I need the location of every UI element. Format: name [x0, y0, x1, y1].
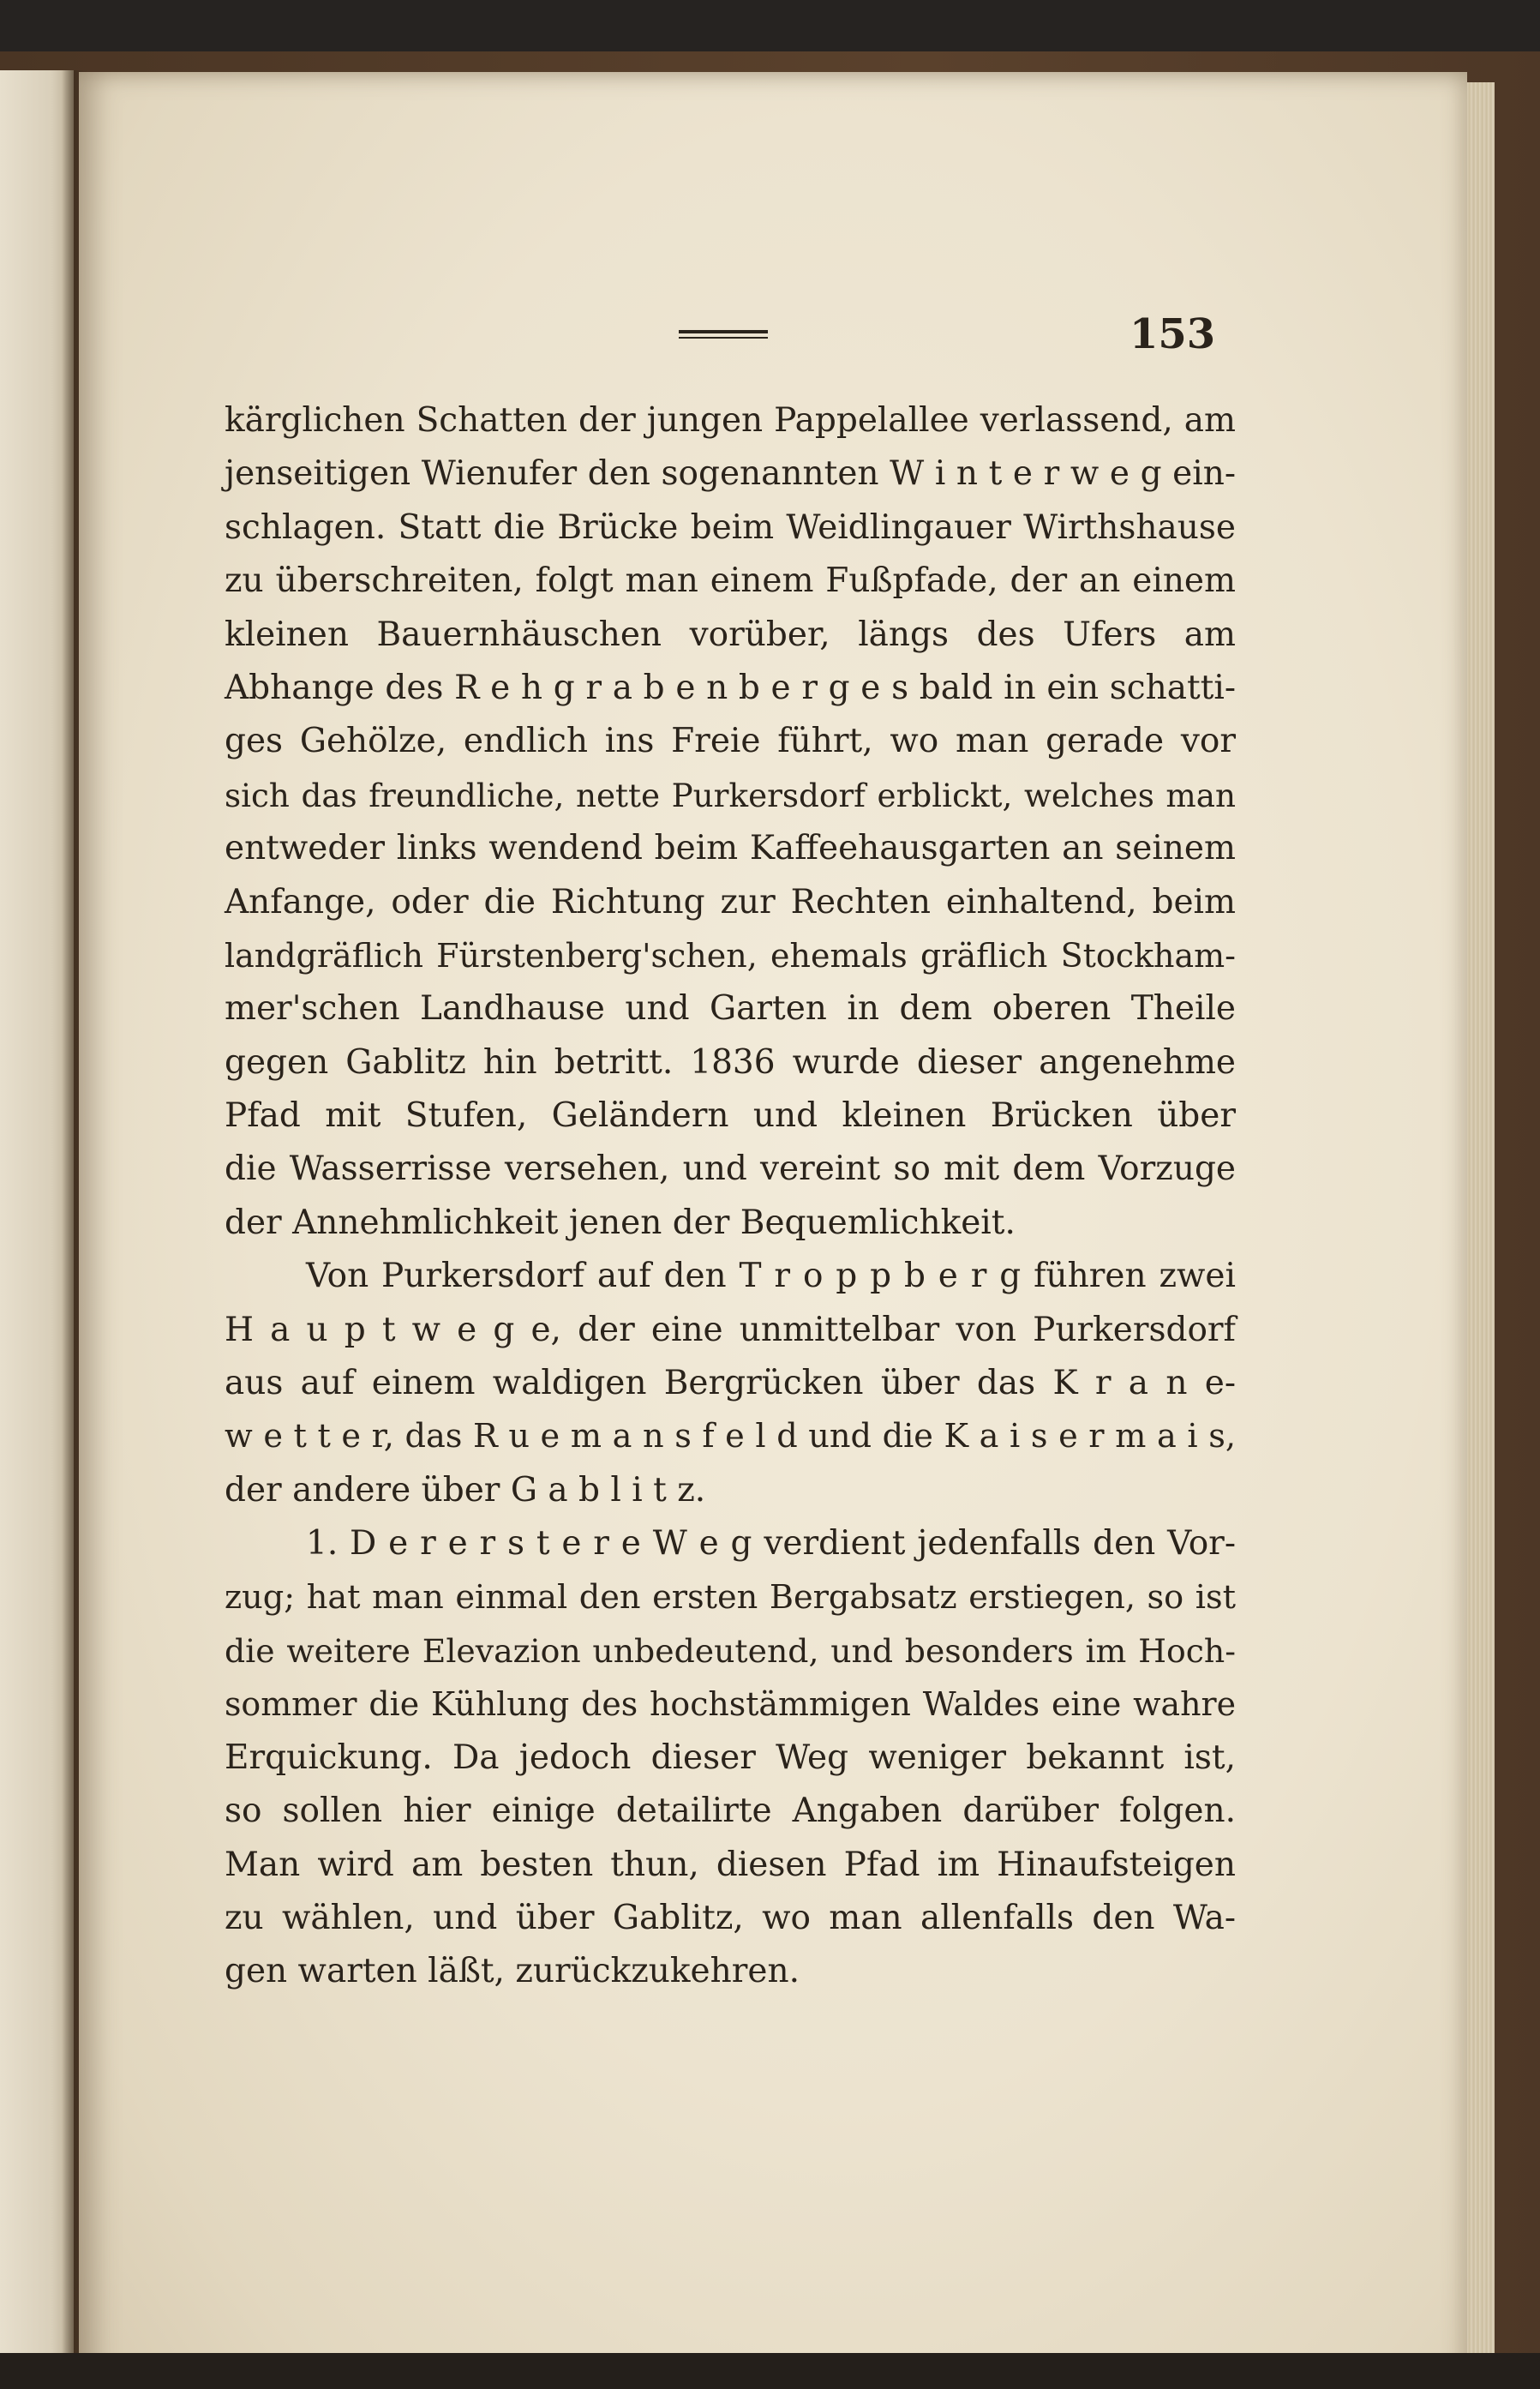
text-line: ges Gehölze, endlich ins Freie führt, wo man gerade vor [225, 722, 1236, 761]
text-line: kleinen Bauernhäuschen vorüber, längs des Ufers am [225, 615, 1236, 654]
text-line: Anfange, oder die Richtung zur Rechten einhaltend, beim [225, 882, 1236, 921]
text-line: kärglichen Schatten der jungen Pappelallee verlassend, am [225, 401, 1236, 440]
header-rule [679, 330, 768, 339]
text-line: jenseitigen Wienufer den sogenannten W i n t e r w e g ein- [225, 454, 1236, 494]
text-line: sich das freundliche, nette Purkersdorf erblickt, welches man [225, 776, 1236, 814]
text-line: landgräflich Fürstenberg'schen, ehemals gräflich Stockham- [225, 936, 1236, 975]
page-number: 153 [1130, 310, 1216, 358]
text-line: mer'schen Landhause und Garten in dem oberen Theile [225, 989, 1236, 1029]
text-line: Abhange des R e h g r a b e n b e r g e s bald in ein schatti- [225, 668, 1236, 707]
text-line: so sollen hier einige detailirte Angaben darüber folgen. [225, 1792, 1236, 1831]
text-line: gegen Gablitz hin betritt. 1836 wurde dieser angenehme [225, 1042, 1236, 1082]
text-line: Erquickung. Da jedoch dieser Weg weniger bekannt ist, [225, 1738, 1236, 1777]
text-line: zu wählen, und über Gablitz, wo man allenfalls den Wa- [225, 1898, 1236, 1937]
text-line: entweder links wendend beim Kaffeehausgarten an seinem [225, 829, 1236, 868]
text-line: schlagen. Statt die Brücke beim Weidlingauer Wirthshause [225, 507, 1236, 547]
text-line: Man wird am besten thun, diesen Pfad im Hinaufsteigen [225, 1845, 1236, 1884]
text-line: 1. D e r e r s t e r e W e g verdient jedenfalls den Vor- [306, 1524, 1236, 1564]
background-bottom [0, 2353, 1540, 2389]
background-top [0, 0, 1540, 51]
text-line: der andere über G a b l i t z. [225, 1470, 706, 1510]
body-text [225, 394, 1236, 1999]
text-line: w e t t e r, das R u e m a n s f e l d und die K a i s e r m a i s, [225, 1417, 1236, 1456]
text-line: der Annehmlichkeit jenen der Bequemlichkeit. [225, 1203, 1016, 1242]
text-line: die Wasserrisse versehen, und vereint so mit dem Vorzuge [225, 1149, 1236, 1189]
text-line: zu überschreiten, folgt man einem Fußpfade, der an einem [225, 561, 1236, 601]
text-line: Von Purkersdorf auf den T r o p p b e r g führen zwei [306, 1257, 1236, 1296]
text-line: H a u p t w e g e, der eine unmittelbar von Purkersdorf [225, 1310, 1236, 1349]
text-line: Pfad mit Stufen, Geländern und kleinen Brücken über [225, 1096, 1236, 1136]
text-line: aus auf einem waldigen Bergrücken über das K r a n e- [225, 1364, 1236, 1403]
page-stack-edge [1467, 82, 1495, 2389]
text-line: die weitere Elevazion unbedeutend, und besonders im Hoch- [225, 1631, 1236, 1670]
text-line: sommer die Kühlung des hochstämmigen Waldes eine wahre [225, 1685, 1236, 1724]
text-line: gen warten läßt, zurückzukehren. [225, 1952, 800, 1991]
text-line: zug; hat man einmal den ersten Bergabsatz erstiegen, so ist [225, 1577, 1236, 1617]
